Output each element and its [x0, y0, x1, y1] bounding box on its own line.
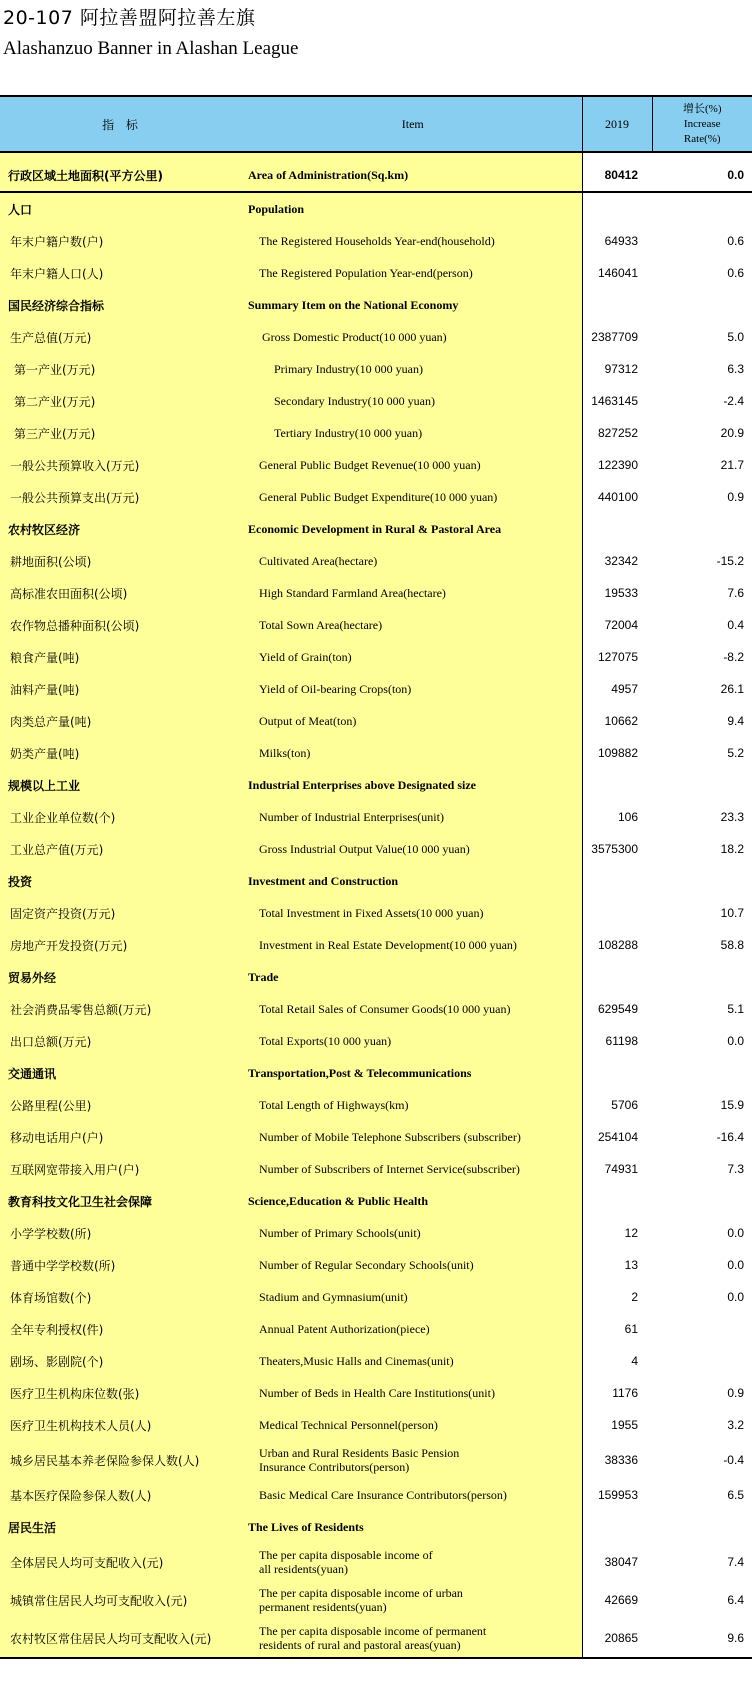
value-2019-cell: 19533: [582, 577, 652, 609]
increase-header-cn: 增长(%): [683, 102, 722, 115]
indicator-cell: 互联网宽带接入用户(户): [0, 1153, 244, 1185]
increase-rate-cell: [652, 769, 752, 801]
value-2019-cell: 106: [582, 801, 652, 833]
table-row: [0, 257, 752, 289]
value-2019-cell: 1176: [582, 1377, 652, 1409]
indicator-cell: 国民经济综合指标: [0, 289, 244, 321]
value-2019-cell: [582, 1185, 652, 1217]
indicator-cell: 全年专利授权(件): [0, 1313, 244, 1345]
value-2019-cell: [582, 769, 652, 801]
item-cell: Total Length of Highways(km): [244, 1089, 582, 1121]
table-row: [0, 1089, 752, 1121]
table-row: [0, 385, 752, 417]
increase-rate-cell: 3.2: [727, 1418, 744, 1432]
indicator-cell: 行政区域土地面积(平方公里): [0, 159, 244, 192]
indicator-cell: 第二产业(万元): [0, 385, 244, 417]
increase-rate-cell: 0.0: [727, 1226, 744, 1240]
item-cell: Basic Medical Care Insurance Contributors(person): [244, 1479, 582, 1511]
item-cell: Stadium and Gymnasium(unit): [244, 1281, 582, 1313]
indicator-cell: 剧场、影剧院(个): [0, 1345, 244, 1377]
page-header: [3, 6, 298, 62]
table-row: [0, 353, 752, 385]
indicator-cell: 投资: [0, 865, 244, 897]
increase-rate-cell: [652, 865, 752, 897]
increase-rate-cell: 0.0: [727, 1290, 744, 1304]
value-2019-cell: 97312: [582, 353, 652, 385]
table-header: [0, 96, 752, 152]
increase-rate-cell: 0.0: [727, 1034, 744, 1048]
statistics-table: [0, 95, 752, 1659]
item-line-2: all residents(yuan): [259, 1562, 348, 1576]
indicator-cell: 体育场馆数(个): [0, 1281, 244, 1313]
value-2019-cell: 629549: [582, 993, 652, 1025]
value-2019-cell: 72004: [582, 609, 652, 641]
indicator-cell: 城乡居民基本养老保险参保人数(人): [0, 1441, 244, 1479]
value-2019-cell: 80412: [582, 159, 652, 192]
value-2019-cell: 61198: [582, 1025, 652, 1057]
column-header-indicator: 指 标: [0, 96, 244, 152]
value-2019-cell: 20865: [582, 1619, 652, 1658]
indicator-cell: 公路里程(公里): [0, 1089, 244, 1121]
increase-rate-cell: 7.6: [727, 586, 744, 600]
increase-rate-cell: [652, 1057, 752, 1089]
increase-rate-cell: 0.0: [652, 159, 752, 192]
value-2019-cell: 5706: [582, 1089, 652, 1121]
increase-rate-cell: 0.9: [727, 490, 744, 504]
value-2019-cell: 1955: [582, 1409, 652, 1441]
increase-rate-cell: -0.4: [723, 1453, 744, 1467]
item-cell: Economic Development in Rural & Pastoral Area: [244, 513, 582, 545]
indicator-cell: 医疗卫生机构技术人员(人): [0, 1409, 244, 1441]
increase-rate-cell: 5.2: [727, 746, 744, 760]
spacer-row: [0, 152, 752, 159]
item-cell: Yield of Grain(ton): [244, 641, 582, 673]
item-cell: Number of Mobile Telephone Subscribers (subscriber): [244, 1121, 582, 1153]
increase-rate-cell: 20.9: [720, 426, 744, 440]
increase-rate-cell: 9.6: [652, 1619, 752, 1658]
indicator-cell: 交通通讯: [0, 1057, 244, 1089]
value-2019-cell: [582, 1511, 652, 1543]
value-2019-cell: 42669: [582, 1581, 652, 1619]
table-row: [0, 577, 752, 609]
section-row: [0, 961, 752, 993]
page-title-cn: 20-107 阿拉善盟阿拉善左旗: [3, 7, 256, 29]
table-row: [0, 609, 752, 641]
increase-rate-cell: 15.9: [720, 1098, 744, 1112]
increase-rate-cell: 21.7: [720, 458, 744, 472]
item-cell: Cultivated Area(hectare): [244, 545, 582, 577]
value-2019-cell: 2: [582, 1281, 652, 1313]
indicator-cell: 油料产量(吨): [0, 673, 244, 705]
value-2019-cell: 10662: [582, 705, 652, 737]
increase-rate-cell: [652, 513, 752, 545]
table-row: [0, 481, 752, 513]
item-cell: Tertiary Industry(10 000 yuan): [244, 417, 582, 449]
value-2019-cell: 108288: [582, 929, 652, 961]
indicator-cell: 城镇常住居民人均可支配收入(元): [0, 1581, 244, 1619]
indicator-cell: 耕地面积(公顷): [0, 545, 244, 577]
table-row: [0, 1025, 752, 1057]
value-2019-cell: 4: [582, 1345, 652, 1377]
indicator-cell: 一般公共预算收入(万元): [0, 449, 244, 481]
table-row: [0, 1619, 752, 1658]
table-row: [0, 1121, 752, 1153]
indicator-cell: 出口总额(万元): [0, 1025, 244, 1057]
item-cell: The Lives of Residents: [244, 1511, 582, 1543]
increase-rate-cell: 7.4: [727, 1555, 744, 1569]
increase-rate-cell: 6.5: [727, 1488, 744, 1502]
indicator-cell: 工业企业单位数(个): [0, 801, 244, 833]
item-cell: Medical Technical Personnel(person): [244, 1409, 582, 1441]
table-row: [0, 417, 752, 449]
increase-rate-cell: [652, 192, 752, 225]
item-cell: Number of Regular Secondary Schools(unit): [244, 1249, 582, 1281]
item-cell: Yield of Oil-bearing Crops(ton): [244, 673, 582, 705]
increase-rate-cell: 6.3: [727, 362, 744, 376]
column-header-item: Item: [244, 96, 582, 152]
section-row: [0, 1185, 752, 1217]
indicator-cell: 高标准农田面积(公顷): [0, 577, 244, 609]
value-2019-cell: 61: [582, 1313, 652, 1345]
table-row: [0, 993, 752, 1025]
increase-rate-cell: 9.4: [727, 714, 744, 728]
table-row: [0, 321, 752, 353]
table-row: [0, 545, 752, 577]
item-cell: [244, 1543, 582, 1581]
table-row: [0, 673, 752, 705]
table-row: [0, 1313, 752, 1345]
indicator-cell: 贸易外经: [0, 961, 244, 993]
value-2019-cell: [582, 961, 652, 993]
value-2019-cell: 127075: [582, 641, 652, 673]
indicator-cell: 年末户籍人口(人): [0, 257, 244, 289]
section-row: [0, 513, 752, 545]
item-cell: Number of Beds in Health Care Institutions(unit): [244, 1377, 582, 1409]
increase-rate-cell: 7.3: [727, 1162, 744, 1176]
item-cell: Annual Patent Authorization(piece): [244, 1313, 582, 1345]
section-row: [0, 769, 752, 801]
value-2019-cell: 1463145: [582, 385, 652, 417]
table-row: [0, 1217, 752, 1249]
item-cell: Area of Administration(Sq.km): [244, 159, 582, 192]
value-2019-cell: 159953: [582, 1479, 652, 1511]
indicator-cell: 医疗卫生机构床位数(张): [0, 1377, 244, 1409]
indicator-cell: 第一产业(万元): [0, 353, 244, 385]
table-row: [0, 159, 752, 192]
table-row: [0, 929, 752, 961]
item-cell: Number of Subscribers of Internet Service(subscriber): [244, 1153, 582, 1185]
item-cell: [244, 1581, 582, 1619]
indicator-cell: 移动电话用户(户): [0, 1121, 244, 1153]
increase-rate-cell: 0.6: [727, 266, 744, 280]
item-cell: Science,Education & Public Health: [244, 1185, 582, 1217]
table-row: [0, 1543, 752, 1581]
item-cell: Investment and Construction: [244, 865, 582, 897]
increase-rate-cell: 10.7: [720, 906, 744, 920]
indicator-cell: 工业总产值(万元): [0, 833, 244, 865]
item-cell: Number of Primary Schools(unit): [244, 1217, 582, 1249]
item-cell: Summary Item on the National Economy: [244, 289, 582, 321]
indicator-cell: 农村牧区常住居民人均可支配收入(元): [0, 1619, 244, 1658]
table-body: [0, 152, 752, 1658]
item-cell: Total Sown Area(hectare): [244, 609, 582, 641]
table-row: [0, 1581, 752, 1619]
value-2019-cell: 146041: [582, 257, 652, 289]
table-row: [0, 801, 752, 833]
item-cell: Total Retail Sales of Consumer Goods(10 000 yuan): [244, 993, 582, 1025]
item-cell: Trade: [244, 961, 582, 993]
item-cell: General Public Budget Expenditure(10 000 yuan): [244, 481, 582, 513]
item-cell: Total Investment in Fixed Assets(10 000 yuan): [244, 897, 582, 929]
value-2019-cell: [582, 897, 652, 929]
value-2019-cell: 32342: [582, 545, 652, 577]
increase-rate-cell: -16.4: [716, 1130, 744, 1144]
increase-rate-cell: 5.0: [727, 330, 744, 344]
table-row: [0, 833, 752, 865]
value-2019-cell: 3575300: [582, 833, 652, 865]
indicator-cell: 第三产业(万元): [0, 417, 244, 449]
section-row: [0, 1057, 752, 1089]
value-2019-cell: 440100: [582, 481, 652, 513]
table-row: [0, 1249, 752, 1281]
value-2019-cell: 254104: [582, 1121, 652, 1153]
indicator-cell: 生产总值(万元): [0, 321, 244, 353]
table-row: [0, 737, 752, 769]
indicator-cell: 教育科技文化卫生社会保障: [0, 1185, 244, 1217]
table-row: [0, 897, 752, 929]
table-row: [0, 1409, 752, 1441]
item-cell: Transportation,Post & Telecommunications: [244, 1057, 582, 1089]
increase-header-en1: Increase: [683, 117, 721, 130]
table-row: [0, 1153, 752, 1185]
indicator-cell: 年末户籍户数(户): [0, 225, 244, 257]
table-row: [0, 641, 752, 673]
table-row: [0, 225, 752, 257]
section-row: [0, 865, 752, 897]
increase-rate-cell: 6.4: [727, 1593, 744, 1607]
item-cell: The Registered Households Year-end(household): [244, 225, 582, 257]
item-cell: Output of Meat(ton): [244, 705, 582, 737]
table-row: [0, 1479, 752, 1511]
value-2019-cell: 122390: [582, 449, 652, 481]
item-cell: [244, 1441, 582, 1479]
section-row: [0, 289, 752, 321]
item-cell: High Standard Farmland Area(hectare): [244, 577, 582, 609]
indicator-cell: 房地产开发投资(万元): [0, 929, 244, 961]
indicator-cell: 社会消费品零售总额(万元): [0, 993, 244, 1025]
item-cell: Milks(ton): [244, 737, 582, 769]
section-row: [0, 192, 752, 225]
value-2019-cell: 2387709: [582, 321, 652, 353]
item-cell: Population: [244, 192, 582, 225]
indicator-cell: 农村牧区经济: [0, 513, 244, 545]
indicator-cell: 基本医疗保险参保人数(人): [0, 1479, 244, 1511]
value-2019-cell: [582, 289, 652, 321]
item-cell: Gross Industrial Output Value(10 000 yuan): [244, 833, 582, 865]
item-cell: Total Exports(10 000 yuan): [244, 1025, 582, 1057]
table-row: [0, 705, 752, 737]
value-2019-cell: 74931: [582, 1153, 652, 1185]
increase-rate-cell: 0.0: [727, 1258, 744, 1272]
indicator-cell: 规模以上工业: [0, 769, 244, 801]
item-cell: The Registered Population Year-end(person): [244, 257, 582, 289]
item-cell: General Public Budget Revenue(10 000 yuan): [244, 449, 582, 481]
item-line-2: permanent residents(yuan): [259, 1600, 387, 1614]
column-header-year: 2019: [582, 96, 652, 152]
increase-rate-cell: 26.1: [720, 682, 744, 696]
item-line-2: residents of rural and pastoral areas(yuan): [259, 1638, 461, 1652]
value-2019-cell: 4957: [582, 673, 652, 705]
item-line-1: The per capita disposable income of: [259, 1548, 433, 1562]
item-line-2: Insurance Contributors(person): [259, 1460, 410, 1474]
indicator-cell: 农作物总播种面积(公顷): [0, 609, 244, 641]
table-row: [0, 1441, 752, 1479]
item-line-1: The per capita disposable income of urban: [259, 1586, 463, 1600]
indicator-cell: 肉类总产量(吨): [0, 705, 244, 737]
increase-rate-cell: 58.8: [720, 938, 744, 952]
section-row: [0, 1511, 752, 1543]
increase-rate-cell: [652, 1511, 752, 1543]
increase-rate-cell: 5.1: [727, 1002, 744, 1016]
item-cell: Number of Industrial Enterprises(unit): [244, 801, 582, 833]
indicator-cell: 普通中学学校数(所): [0, 1249, 244, 1281]
increase-rate-cell: [652, 289, 752, 321]
increase-rate-cell: 0.4: [727, 618, 744, 632]
table-row: [0, 1281, 752, 1313]
indicator-cell: 固定资产投资(万元): [0, 897, 244, 929]
item-cell: Primary Industry(10 000 yuan): [244, 353, 582, 385]
increase-rate-cell: [652, 1313, 752, 1345]
page-title-en: Alashanzuo Banner in Alashan League: [3, 38, 299, 59]
item-cell: Industrial Enterprises above Designated size: [244, 769, 582, 801]
table-row: [0, 1345, 752, 1377]
increase-rate-cell: [652, 1185, 752, 1217]
value-2019-cell: 109882: [582, 737, 652, 769]
column-header-increase: [652, 96, 752, 152]
item-line-1: Urban and Rural Residents Basic Pension: [259, 1446, 460, 1460]
item-cell: Secondary Industry(10 000 yuan): [244, 385, 582, 417]
item-cell: Investment in Real Estate Development(10 000 yuan): [244, 929, 582, 961]
value-2019-cell: [582, 865, 652, 897]
increase-rate-cell: -8.2: [723, 650, 744, 664]
item-cell: Theaters,Music Halls and Cinemas(unit): [244, 1345, 582, 1377]
increase-rate-cell: [652, 961, 752, 993]
value-2019-cell: 38047: [582, 1543, 652, 1581]
increase-header-en2: Rate(%): [683, 132, 721, 145]
increase-rate-cell: 0.9: [727, 1386, 744, 1400]
item-line-1: The per capita disposable income of permanent: [259, 1624, 487, 1638]
table-row: [0, 449, 752, 481]
table-row: [0, 1377, 752, 1409]
increase-rate-cell: -2.4: [723, 394, 744, 408]
indicator-cell: 人口: [0, 192, 244, 225]
indicator-cell: 居民生活: [0, 1511, 244, 1543]
value-2019-cell: [582, 513, 652, 545]
indicator-cell: 全体居民人均可支配收入(元): [0, 1543, 244, 1581]
indicator-cell: 一般公共预算支出(万元): [0, 481, 244, 513]
increase-rate-cell: -15.2: [716, 554, 744, 568]
indicator-cell: 粮食产量(吨): [0, 641, 244, 673]
item-cell: [244, 1619, 582, 1658]
value-2019-cell: 38336: [582, 1441, 652, 1479]
increase-rate-cell: 23.3: [720, 810, 744, 824]
increase-rate-cell: 0.6: [727, 234, 744, 248]
value-2019-cell: 12: [582, 1217, 652, 1249]
value-2019-cell: 827252: [582, 417, 652, 449]
value-2019-cell: [582, 192, 652, 225]
item-cell: Gross Domestic Product(10 000 yuan): [244, 321, 582, 353]
indicator-cell: 小学学校数(所): [0, 1217, 244, 1249]
value-2019-cell: [582, 1057, 652, 1089]
increase-rate-cell: 18.2: [720, 842, 744, 856]
value-2019-cell: 13: [582, 1249, 652, 1281]
increase-rate-cell: [652, 1345, 752, 1377]
value-2019-cell: 64933: [582, 225, 652, 257]
indicator-cell: 奶类产量(吨): [0, 737, 244, 769]
